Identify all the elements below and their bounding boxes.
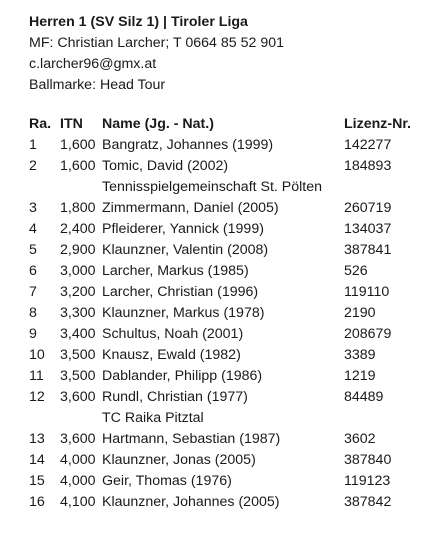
player-itn: 3,500	[60, 347, 96, 363]
player-rank: 4	[29, 221, 37, 237]
player-name: Klaunzner, Markus (1978)	[102, 305, 265, 321]
player-license: 260719	[344, 200, 392, 216]
player-name: Tomic, David (2002)	[102, 158, 229, 174]
player-rank: 14	[29, 452, 45, 468]
player-itn: 1,600	[60, 158, 96, 174]
player-itn: 4,100	[60, 494, 96, 510]
player-rank: 15	[29, 473, 45, 489]
player-license: 119123	[344, 473, 391, 489]
player-license: 142277	[344, 137, 392, 153]
player-license: 387842	[344, 494, 392, 510]
player-row	[29, 450, 429, 471]
player-itn: 3,600	[60, 431, 96, 447]
player-license: 387841	[344, 242, 392, 258]
player-itn: 1,800	[60, 200, 96, 216]
player-rank: 1	[29, 137, 37, 153]
player-license: 526	[344, 263, 368, 279]
player-license: 1219	[344, 368, 376, 384]
player-rank: 11	[29, 368, 44, 384]
player-name: Dablander, Philipp (1986)	[102, 368, 263, 384]
player-license: 3602	[344, 431, 376, 447]
player-club-row	[29, 408, 429, 429]
player-itn: 3,000	[60, 263, 96, 279]
player-row	[29, 429, 429, 450]
player-itn: 3,200	[60, 284, 96, 300]
player-row	[29, 324, 429, 345]
player-itn: 1,600	[60, 137, 96, 153]
player-roster	[29, 114, 429, 513]
player-rank: 5	[29, 242, 37, 258]
player-row	[29, 282, 429, 303]
player-license: 84489	[344, 389, 384, 405]
player-name: Rundl, Christian (1977)	[102, 389, 248, 405]
column-header-name: Name (Jg. - Nat.)	[102, 116, 214, 132]
player-rank: 7	[29, 284, 37, 300]
ball-brand: Ballmarke: Head Tour	[29, 77, 166, 93]
captain-email: c.larcher96@gmx.at	[29, 56, 157, 72]
player-row	[29, 387, 429, 408]
player-name: Larcher, Christian (1996)	[102, 284, 259, 300]
player-name: Zimmermann, Daniel (2005)	[102, 200, 279, 216]
player-rank: 3	[29, 200, 37, 216]
player-rank: 2	[29, 158, 37, 174]
player-rank: 13	[29, 431, 45, 447]
player-rank: 12	[29, 389, 45, 405]
player-itn: 3,600	[60, 389, 96, 405]
player-name: Geir, Thomas (1976)	[102, 473, 232, 489]
player-name: Klaunzner, Johannes (2005)	[102, 494, 280, 510]
player-license: 184893	[344, 158, 392, 174]
player-name: Klaunzner, Valentin (2008)	[102, 242, 269, 258]
player-row	[29, 471, 429, 492]
player-itn: 3,500	[60, 368, 96, 384]
player-rank: 8	[29, 305, 37, 321]
player-itn: 4,000	[60, 452, 96, 468]
column-header-itn: ITN	[60, 116, 83, 132]
player-name: Knausz, Ewald (1982)	[102, 347, 241, 363]
player-itn: 3,300	[60, 305, 96, 321]
player-row	[29, 219, 429, 240]
player-row	[29, 240, 429, 261]
player-rank: 9	[29, 326, 37, 342]
player-itn: 2,400	[60, 221, 96, 237]
player-name: Hartmann, Sebastian (1987)	[102, 431, 281, 447]
player-club: Tennisspielgemeinschaft St. Pölten	[102, 179, 323, 195]
player-club-row	[29, 177, 429, 198]
player-license: 2190	[344, 305, 376, 321]
column-header-license: Lizenz-Nr.	[344, 116, 412, 132]
player-row	[29, 345, 429, 366]
team-sheet	[29, 12, 429, 513]
player-club: TC Raika Pitztal	[102, 410, 204, 426]
player-row	[29, 156, 429, 177]
player-row	[29, 366, 429, 387]
team-title: Herren 1 (SV Silz 1) | Tiroler Liga	[29, 14, 248, 30]
player-row	[29, 198, 429, 219]
captain-contact: MF: Christian Larcher; T 0664 85 52 901	[29, 35, 284, 51]
player-license: 387840	[344, 452, 392, 468]
player-row	[29, 135, 429, 156]
player-license: 3389	[344, 347, 376, 363]
player-name: Bangratz, Johannes (1999)	[102, 137, 274, 153]
player-name: Schultus, Noah (2001)	[102, 326, 244, 342]
roster-header	[29, 114, 429, 135]
column-header-rank: Ra.	[29, 116, 52, 132]
player-name: Larcher, Markus (1985)	[102, 263, 249, 279]
player-rank: 6	[29, 263, 37, 279]
player-row	[29, 492, 429, 513]
player-itn: 2,900	[60, 242, 96, 258]
player-itn: 3,400	[60, 326, 96, 342]
player-itn: 4,000	[60, 473, 96, 489]
player-name: Klaunzner, Jonas (2005)	[102, 452, 256, 468]
player-row	[29, 303, 429, 324]
player-license: 208679	[344, 326, 392, 342]
player-license: 119110	[344, 284, 390, 300]
player-row	[29, 261, 429, 282]
player-name: Pfleiderer, Yannick (1999)	[102, 221, 264, 237]
player-license: 134037	[344, 221, 392, 237]
player-rank: 16	[29, 494, 45, 510]
player-rank: 10	[29, 347, 45, 363]
